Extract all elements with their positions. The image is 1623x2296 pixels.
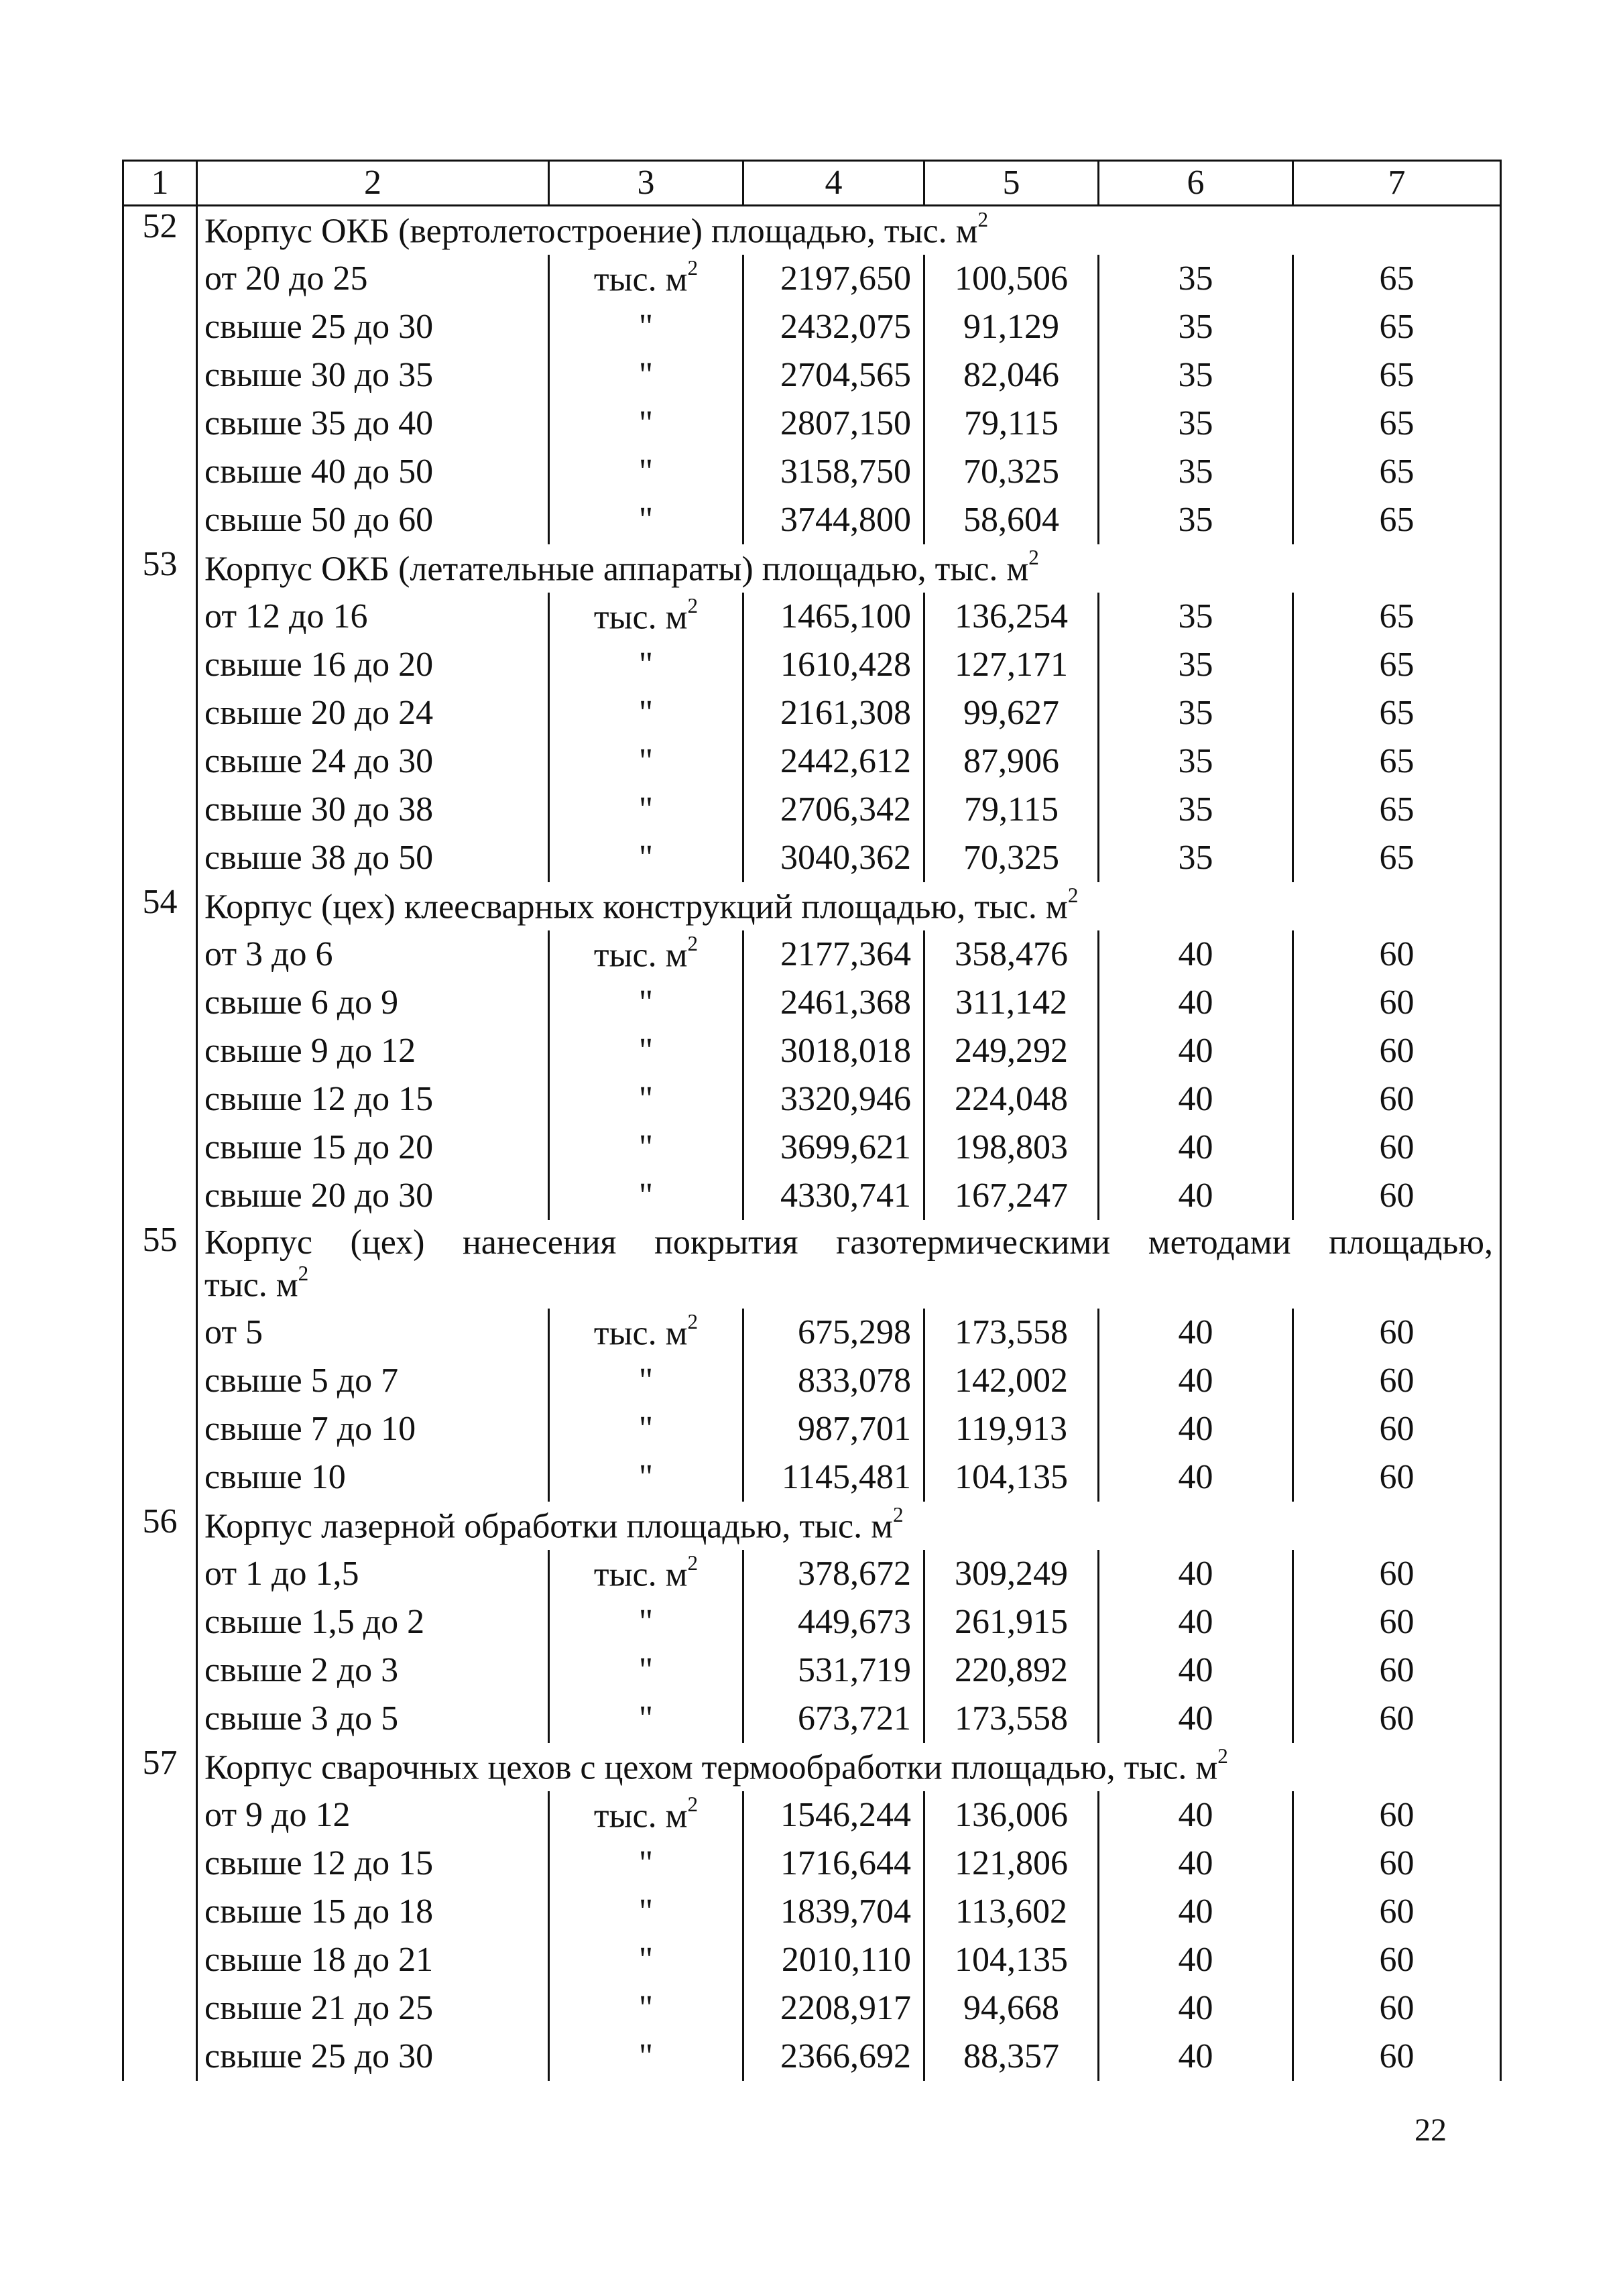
percent-cell-7: 65 [1293,303,1501,351]
table-row [123,930,1501,979]
percent-cell-7: 60 [1293,1646,1501,1695]
value-cell-4: 3018,018 [743,1027,924,1075]
table-row [123,737,1501,786]
value-cell-4: 1716,644 [743,1839,924,1888]
range-cell: от 9 до 12 [197,1791,549,1839]
range-cell: от 3 до 6 [197,930,549,979]
item-number-cell [123,448,197,496]
value-cell-4: 3320,946 [743,1075,924,1124]
table-row [123,1936,1501,1984]
table-row [123,351,1501,400]
value-cell-4: 1465,100 [743,593,924,641]
value-cell-5: 311,142 [924,979,1099,1027]
unit-cell: " [549,1984,743,2033]
value-cell-4: 449,673 [743,1598,924,1646]
range-cell: свыше 30 до 35 [197,351,549,400]
table-row [123,1075,1501,1124]
value-cell-5: 198,803 [924,1124,1099,1172]
value-cell-5: 309,249 [924,1550,1099,1598]
table-row [123,1791,1501,1839]
value-cell-5: 70,325 [924,448,1099,496]
table-row [123,2033,1501,2081]
table-row [123,1124,1501,1172]
value-cell-4: 2461,368 [743,979,924,1027]
unit-cell: " [549,1888,743,1936]
range-cell: свыше 21 до 25 [197,1984,549,2033]
table-row [123,786,1501,834]
range-cell: свыше 50 до 60 [197,496,549,544]
percent-cell-7: 60 [1293,1888,1501,1936]
unit-cell: " [549,1695,743,1743]
unit-cell: тыс. $м^2$ [549,1309,743,1357]
item-number-cell [123,1646,197,1695]
value-cell-4: 3744,800 [743,496,924,544]
range-cell: свыше 1,5 до 2 [197,1598,549,1646]
range-cell: свыше 35 до 40 [197,400,549,448]
table-row [123,593,1501,641]
item-number: 57 [123,1743,197,1791]
percent-cell-6: 35 [1099,834,1293,882]
item-number-cell [123,351,197,400]
percent-cell-6: 40 [1099,2033,1293,2081]
range-cell: свыше 25 до 30 [197,2033,549,2081]
value-cell-5: 142,002 [924,1357,1099,1405]
unit-cell: " [549,786,743,834]
item-number-cell [123,737,197,786]
percent-cell-6: 40 [1099,1646,1293,1695]
group-title: Корпус (цех) нанесения покрытия газотермическими методами площадью, тыс. $м^2$ [197,1220,1501,1309]
unit-cell: " [549,737,743,786]
value-cell-4: 833,078 [743,1357,924,1405]
value-cell-5: 99,627 [924,689,1099,737]
group-title-row [123,1220,1501,1309]
range-cell: свыше 10 [197,1453,549,1502]
percent-cell-6: 40 [1099,1124,1293,1172]
range-cell: свыше 15 до 20 [197,1124,549,1172]
table-row [123,1357,1501,1405]
range-cell: от 1 до 1,5 [197,1550,549,1598]
unit-cell: " [549,400,743,448]
range-cell: от 5 [197,1309,549,1357]
percent-cell-7: 60 [1293,2033,1501,2081]
percent-cell-6: 40 [1099,1172,1293,1220]
value-cell-4: 2197,650 [743,255,924,303]
value-cell-4: 2807,150 [743,400,924,448]
header-cell: 6 [1099,161,1293,206]
item-number-cell [123,496,197,544]
item-number-cell [123,1598,197,1646]
value-cell-5: 70,325 [924,834,1099,882]
item-number-cell [123,400,197,448]
table-row [123,689,1501,737]
range-cell: свыше 30 до 38 [197,786,549,834]
unit-cell: " [549,1839,743,1888]
percent-cell-7: 60 [1293,1075,1501,1124]
table-row [123,1405,1501,1453]
range-cell: свыше 20 до 24 [197,689,549,737]
value-cell-4: 2706,342 [743,786,924,834]
percent-cell-6: 35 [1099,641,1293,689]
group-title-row [123,1502,1501,1550]
group-title: Корпус ОКБ (вертолетостроение) площадью, тыс. $м^2$ [197,206,1501,255]
percent-cell-7: 60 [1293,1309,1501,1357]
item-number-cell [123,1888,197,1936]
percent-cell-6: 40 [1099,1888,1293,1936]
percent-cell-7: 60 [1293,1405,1501,1453]
value-cell-5: 113,602 [924,1888,1099,1936]
value-cell-5: 220,892 [924,1646,1099,1695]
item-number-cell [123,1027,197,1075]
percent-cell-6: 40 [1099,1791,1293,1839]
percent-cell-6: 40 [1099,1839,1293,1888]
percent-cell-7: 65 [1293,641,1501,689]
header-cell: 2 [197,161,549,206]
percent-cell-7: 60 [1293,979,1501,1027]
percent-cell-6: 35 [1099,303,1293,351]
range-cell: свыше 12 до 15 [197,1075,549,1124]
unit-cell: " [549,1453,743,1502]
value-cell-4: 2704,565 [743,351,924,400]
percent-cell-7: 65 [1293,351,1501,400]
group-title: Корпус (цех) клеесварных конструкций площадью, тыс. $м^2$ [197,882,1501,930]
range-cell: свыше 5 до 7 [197,1357,549,1405]
percent-cell-6: 35 [1099,400,1293,448]
percent-cell-6: 35 [1099,593,1293,641]
item-number-cell [123,979,197,1027]
unit-cell: " [549,1075,743,1124]
value-cell-5: 127,171 [924,641,1099,689]
value-cell-5: 82,046 [924,351,1099,400]
percent-cell-6: 40 [1099,1936,1293,1984]
range-cell: свыше 40 до 50 [197,448,549,496]
value-cell-5: 94,668 [924,1984,1099,2033]
percent-cell-7: 65 [1293,786,1501,834]
range-cell: свыше 38 до 50 [197,834,549,882]
item-number-cell [123,1695,197,1743]
table-row [123,641,1501,689]
percent-cell-6: 40 [1099,1984,1293,2033]
percent-cell-7: 60 [1293,1550,1501,1598]
table-row [123,1984,1501,2033]
value-cell-4: 2432,075 [743,303,924,351]
value-cell-4: 3040,362 [743,834,924,882]
unit-cell: " [549,1646,743,1695]
percent-cell-7: 60 [1293,930,1501,979]
percent-cell-6: 35 [1099,351,1293,400]
unit-cell: " [549,689,743,737]
value-cell-4: 531,719 [743,1646,924,1695]
range-cell: свыше 25 до 30 [197,303,549,351]
value-cell-5: 119,913 [924,1405,1099,1453]
item-number-cell [123,1309,197,1357]
value-cell-4: 2177,364 [743,930,924,979]
range-cell: от 20 до 25 [197,255,549,303]
percent-cell-7: 65 [1293,448,1501,496]
unit-cell: " [549,834,743,882]
percent-cell-6: 35 [1099,496,1293,544]
range-cell: от 12 до 16 [197,593,549,641]
percent-cell-6: 40 [1099,1075,1293,1124]
item-number-cell [123,1791,197,1839]
value-cell-4: 1839,704 [743,1888,924,1936]
percent-cell-7: 65 [1293,496,1501,544]
value-cell-5: 79,115 [924,400,1099,448]
value-cell-4: 4330,741 [743,1172,924,1220]
percent-cell-7: 60 [1293,1695,1501,1743]
percent-cell-7: 60 [1293,1839,1501,1888]
item-number-cell [123,1550,197,1598]
value-cell-5: 121,806 [924,1839,1099,1888]
value-cell-4: 1546,244 [743,1791,924,1839]
value-cell-5: 100,506 [924,255,1099,303]
percent-cell-7: 60 [1293,1124,1501,1172]
table-row [123,448,1501,496]
group-title-row [123,206,1501,255]
value-cell-5: 91,129 [924,303,1099,351]
range-cell: свыше 9 до 12 [197,1027,549,1075]
unit-cell: " [549,979,743,1027]
item-number-cell [123,593,197,641]
range-cell: свыше 24 до 30 [197,737,549,786]
percent-cell-7: 65 [1293,400,1501,448]
percent-cell-6: 35 [1099,737,1293,786]
percent-cell-6: 40 [1099,1309,1293,1357]
header-cell: 4 [743,161,924,206]
value-cell-4: 2208,917 [743,1984,924,2033]
value-cell-4: 378,672 [743,1550,924,1598]
value-cell-4: 3158,750 [743,448,924,496]
unit-cell: тыс. $м^2$ [549,593,743,641]
table-row [123,1309,1501,1357]
percent-cell-7: 60 [1293,1027,1501,1075]
item-number: 54 [123,882,197,930]
item-number: 55 [123,1220,197,1309]
percent-cell-6: 35 [1099,786,1293,834]
value-cell-5: 87,906 [924,737,1099,786]
range-cell: свыше 3 до 5 [197,1695,549,1743]
table-row [123,1550,1501,1598]
percent-cell-6: 40 [1099,1027,1293,1075]
table-row [123,1027,1501,1075]
percent-cell-6: 35 [1099,448,1293,496]
item-number: 56 [123,1502,197,1550]
header-cell: 7 [1293,161,1501,206]
unit-cell: тыс. $м^2$ [549,255,743,303]
percent-cell-7: 60 [1293,1357,1501,1405]
value-cell-5: 88,357 [924,2033,1099,2081]
price-table [122,160,1502,2081]
range-cell: свыше 16 до 20 [197,641,549,689]
value-cell-5: 261,915 [924,1598,1099,1646]
unit-cell: " [549,1405,743,1453]
value-cell-4: 2161,308 [743,689,924,737]
range-cell: свыше 7 до 10 [197,1405,549,1453]
item-number-cell [123,255,197,303]
percent-cell-7: 65 [1293,689,1501,737]
unit-cell: " [549,303,743,351]
percent-cell-7: 60 [1293,1172,1501,1220]
percent-cell-6: 40 [1099,1550,1293,1598]
percent-cell-6: 40 [1099,930,1293,979]
table-row [123,1888,1501,1936]
item-number-cell [123,303,197,351]
group-title-row [123,544,1501,593]
item-number-cell [123,1075,197,1124]
table-row [123,1695,1501,1743]
group-title: Корпус лазерной обработки площадью, тыс. $м^2$ [197,1502,1501,1550]
percent-cell-6: 35 [1099,255,1293,303]
header-cell: 3 [549,161,743,206]
group-title-row [123,1743,1501,1791]
unit-cell: " [549,448,743,496]
value-cell-4: 2010,110 [743,1936,924,1984]
table-row [123,1172,1501,1220]
item-number-cell [123,1172,197,1220]
unit-cell: " [549,1172,743,1220]
percent-cell-7: 65 [1293,834,1501,882]
range-cell: свыше 6 до 9 [197,979,549,1027]
value-cell-4: 1610,428 [743,641,924,689]
percent-cell-7: 60 [1293,1791,1501,1839]
percent-cell-7: 65 [1293,593,1501,641]
unit-cell: тыс. $м^2$ [549,930,743,979]
item-number-cell [123,786,197,834]
table-row [123,1839,1501,1888]
unit-cell: " [549,641,743,689]
unit-cell: " [549,1357,743,1405]
value-cell-5: 58,604 [924,496,1099,544]
item-number-cell [123,1936,197,1984]
percent-cell-7: 60 [1293,1453,1501,1502]
item-number-cell [123,1124,197,1172]
item-number-cell [123,834,197,882]
value-cell-5: 358,476 [924,930,1099,979]
range-cell: свыше 18 до 21 [197,1936,549,1984]
value-cell-5: 104,135 [924,1453,1099,1502]
percent-cell-7: 60 [1293,1936,1501,1984]
value-cell-5: 224,048 [924,1075,1099,1124]
unit-cell: " [549,1936,743,1984]
value-cell-5: 104,135 [924,1936,1099,1984]
percent-cell-7: 65 [1293,255,1501,303]
header-cell: 5 [924,161,1099,206]
unit-cell: " [549,1598,743,1646]
item-number: 52 [123,206,197,255]
value-cell-5: 167,247 [924,1172,1099,1220]
value-cell-5: 249,292 [924,1027,1099,1075]
unit-cell: тыс. $м^2$ [549,1550,743,1598]
unit-cell: " [549,2033,743,2081]
value-cell-5: 136,006 [924,1791,1099,1839]
percent-cell-6: 40 [1099,1405,1293,1453]
value-cell-4: 675,298 [743,1309,924,1357]
item-number-cell [123,2033,197,2081]
value-cell-4: 2442,612 [743,737,924,786]
unit-cell: " [549,351,743,400]
percent-cell-6: 40 [1099,979,1293,1027]
unit-cell: " [549,496,743,544]
unit-cell: " [549,1124,743,1172]
table-row [123,1646,1501,1695]
item-number-cell [123,689,197,737]
table-row [123,1598,1501,1646]
percent-cell-6: 40 [1099,1357,1293,1405]
percent-cell-6: 40 [1099,1453,1293,1502]
table-row [123,834,1501,882]
table-body [123,161,1501,2081]
table-row [123,400,1501,448]
page-number: 22 [1415,2112,1447,2148]
item-number-cell [123,1984,197,2033]
value-cell-4: 3699,621 [743,1124,924,1172]
range-cell: свыше 2 до 3 [197,1646,549,1695]
value-cell-4: 987,701 [743,1405,924,1453]
value-cell-4: 1145,481 [743,1453,924,1502]
item-number-cell [123,1405,197,1453]
percent-cell-6: 40 [1099,1598,1293,1646]
range-cell: свыше 15 до 18 [197,1888,549,1936]
range-cell: свыше 20 до 30 [197,1172,549,1220]
item-number-cell [123,1839,197,1888]
value-cell-4: 2366,692 [743,2033,924,2081]
item-number-cell [123,1453,197,1502]
value-cell-5: 79,115 [924,786,1099,834]
percent-cell-7: 65 [1293,737,1501,786]
table-row [123,979,1501,1027]
group-title: Корпус сварочных цехов с цехом термообработки площадью, тыс. $м^2$ [197,1743,1501,1791]
value-cell-5: 136,254 [924,593,1099,641]
header-cell: 1 [123,161,197,206]
item-number: 53 [123,544,197,593]
unit-cell: тыс. $м^2$ [549,1791,743,1839]
value-cell-4: 673,721 [743,1695,924,1743]
table-row [123,496,1501,544]
unit-cell: " [549,1027,743,1075]
item-number-cell [123,930,197,979]
item-number-cell [123,641,197,689]
group-title: Корпус ОКБ (летательные аппараты) площадью, тыс. $м^2$ [197,544,1501,593]
item-number-cell [123,1357,197,1405]
percent-cell-6: 35 [1099,689,1293,737]
range-cell: свыше 12 до 15 [197,1839,549,1888]
table-row [123,255,1501,303]
value-cell-5: 173,558 [924,1695,1099,1743]
group-title-row [123,882,1501,930]
table-header-row [123,161,1501,206]
percent-cell-7: 60 [1293,1598,1501,1646]
table-row [123,1453,1501,1502]
percent-cell-6: 40 [1099,1695,1293,1743]
percent-cell-7: 60 [1293,1984,1501,2033]
value-cell-5: 173,558 [924,1309,1099,1357]
table-row [123,303,1501,351]
